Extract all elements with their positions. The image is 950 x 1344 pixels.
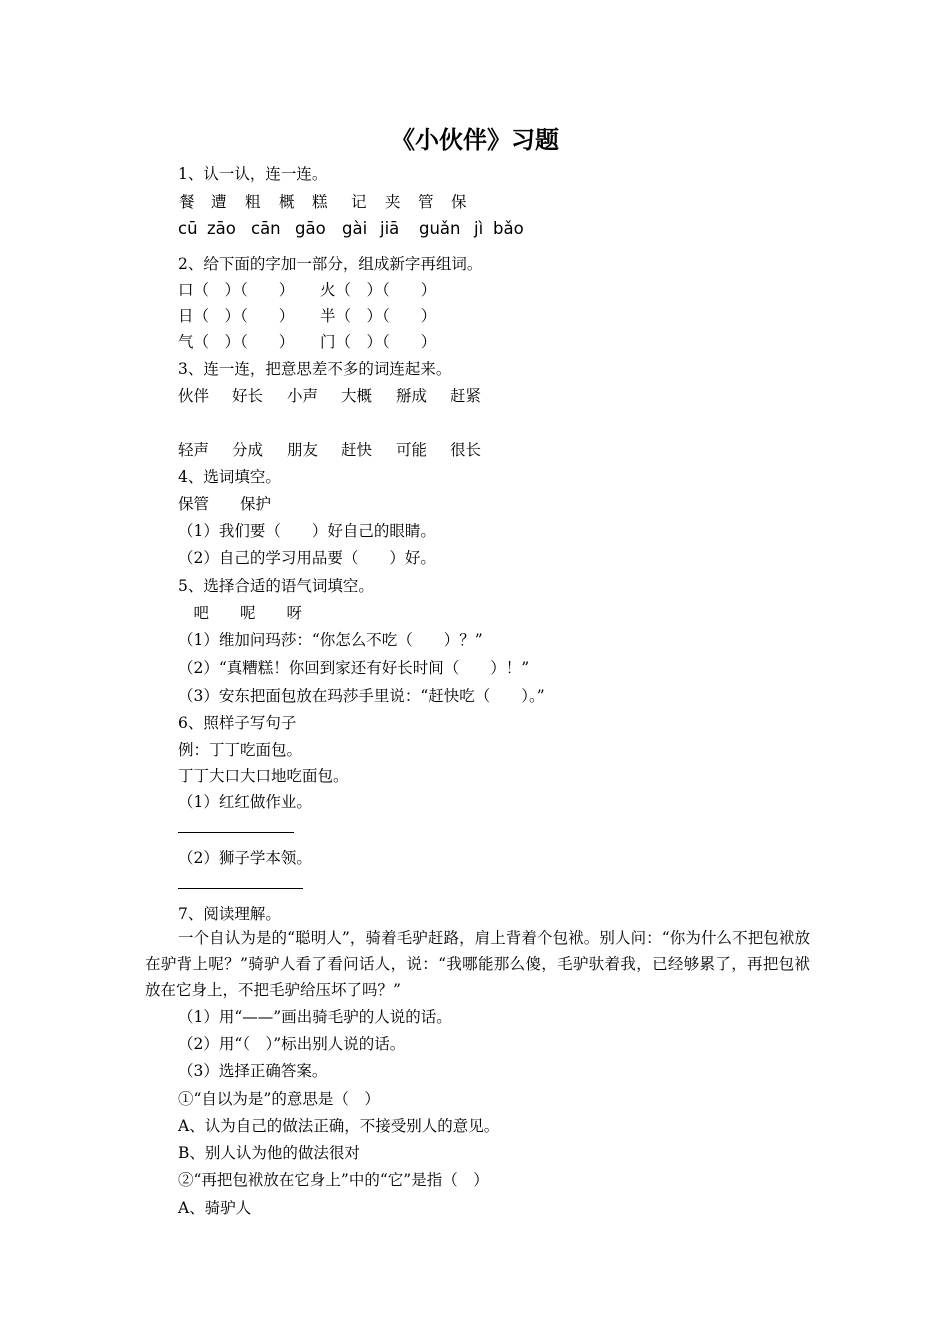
- q1-char: 遭: [211, 193, 227, 211]
- q2-row-right: 半（ ）（ ）: [320, 307, 437, 325]
- q7-passage: 一个自认为是的“聪明人”，骑着毛驴赶路，肩上背着个包袱。别人问：“你为什么不把包袱放在驴背上呢？”骑驴人看了看问话人，说：“我哪能那么傻，毛驴驮着我，已经够累了，再把包袱放在它身上，不把毛驴给压坏了吗？”: [145, 929, 810, 999]
- q3-word: 赶快: [341, 441, 373, 459]
- q3-heading: 3、连一连，把意思差不多的词连起来。: [178, 360, 452, 378]
- q3-word: 赶紧: [450, 387, 482, 405]
- q1-char: 粗: [245, 193, 261, 211]
- q2-row-left: 口（ ）（ ）: [178, 281, 295, 299]
- q1-char: 保: [451, 193, 467, 211]
- q3-word: 掰成: [396, 387, 428, 405]
- q1-pinyin-item: jì: [474, 219, 484, 238]
- q1-heading: 1、认一认，连一连。: [178, 165, 328, 183]
- q5-heading: 5、选择合适的语气词填空。: [178, 577, 374, 595]
- q1-pinyin-item: gāo: [295, 219, 326, 238]
- q4-item: （2）自己的学习用品要（ ）好。: [178, 549, 436, 567]
- q3-word: 可能: [396, 441, 428, 459]
- q6-item: （1）红红做作业。: [178, 793, 312, 811]
- q3-word: 伙伴: [178, 387, 210, 405]
- page-title: 《小伙伴》习题: [391, 125, 559, 154]
- q2-row-right: 火（ ）（ ）: [320, 281, 437, 299]
- q7-sub-question: （1）用“——”画出骑毛驴的人说的话。: [178, 1008, 452, 1026]
- q7-choice-question: ②“再把包袱放在它身上”中的“它”是指（ ）: [178, 1171, 489, 1189]
- q2-row-right: 门（ ）（ ）: [320, 333, 437, 351]
- q7-heading: 7、阅读理解。: [178, 905, 281, 923]
- q3-word: 小声: [287, 387, 319, 405]
- q5-item: （3）安东把面包放在玛莎手里说：“赶快吃（ ）。”: [178, 687, 545, 705]
- q1-pinyin-item: zāo: [207, 219, 236, 238]
- q2-row-left: 日（ ）（ ）: [178, 307, 295, 325]
- q6-example: 例：丁丁吃面包。: [178, 741, 303, 759]
- q3-word: 朋友: [287, 441, 319, 459]
- q2-heading: 2、给下面的字加一部分，组成新字再组词。: [178, 255, 483, 273]
- q2-row-left: 气（ ）（ ）: [178, 333, 295, 351]
- q1-pinyin-item: bǎo: [493, 219, 524, 238]
- q1-pinyin-item: cān: [251, 219, 281, 238]
- q7-sub-question: （2）用“（ ）”标出别人说的话。: [178, 1035, 406, 1053]
- q6-heading: 6、照样子写句子: [178, 714, 297, 732]
- q6-item: （2）狮子学本领。: [178, 849, 312, 867]
- q7-choice-option: A、骑驴人: [178, 1199, 252, 1217]
- q1-char: 餐: [179, 193, 195, 211]
- q7-sub-question: （3）选择正确答案。: [178, 1062, 328, 1080]
- q6-answer-line[interactable]: [178, 888, 303, 889]
- q1-char: 夹: [385, 193, 401, 211]
- q1-pinyin-item: guǎn: [419, 219, 461, 238]
- q1-pinyin-item: cū: [178, 219, 198, 238]
- q3-word: 分成: [232, 441, 264, 459]
- q3-word: 大概: [341, 387, 373, 405]
- q1-pinyin-item: gài: [342, 219, 368, 238]
- q3-word: 轻声: [178, 441, 210, 459]
- q1-char: 糕: [312, 193, 328, 211]
- q5-item: （1）维加问玛莎：“你怎么不吃（ ）？”: [178, 631, 483, 649]
- q1-char: 管: [418, 193, 434, 211]
- q4-heading: 4、选词填空。: [178, 468, 281, 486]
- q5-options: 吧 呢 呀: [178, 604, 303, 622]
- q5-item: （2）“真糟糕！你回到家还有好长时间（ ）！”: [178, 659, 530, 677]
- q4-item: （1）我们要（ ）好自己的眼睛。: [178, 522, 436, 540]
- q1-char: 概: [279, 193, 295, 211]
- q7-choice-question: ①“自以为是”的意思是（ ）: [178, 1090, 380, 1108]
- q7-choice-option: B、别人认为他的做法很对: [178, 1144, 360, 1162]
- q1-char: 记: [351, 193, 367, 211]
- q3-word: 好长: [232, 387, 264, 405]
- q7-choice-option: A、认为自己的做法正确，不接受别人的意见。: [178, 1117, 500, 1135]
- q4-options: 保管 保护: [178, 495, 272, 513]
- q6-answer-line[interactable]: [178, 832, 294, 833]
- q3-word: 很长: [450, 441, 482, 459]
- q1-pinyin-item: jiā: [380, 219, 400, 238]
- q6-example-answer: 丁丁大口大口地吃面包。: [178, 767, 349, 785]
